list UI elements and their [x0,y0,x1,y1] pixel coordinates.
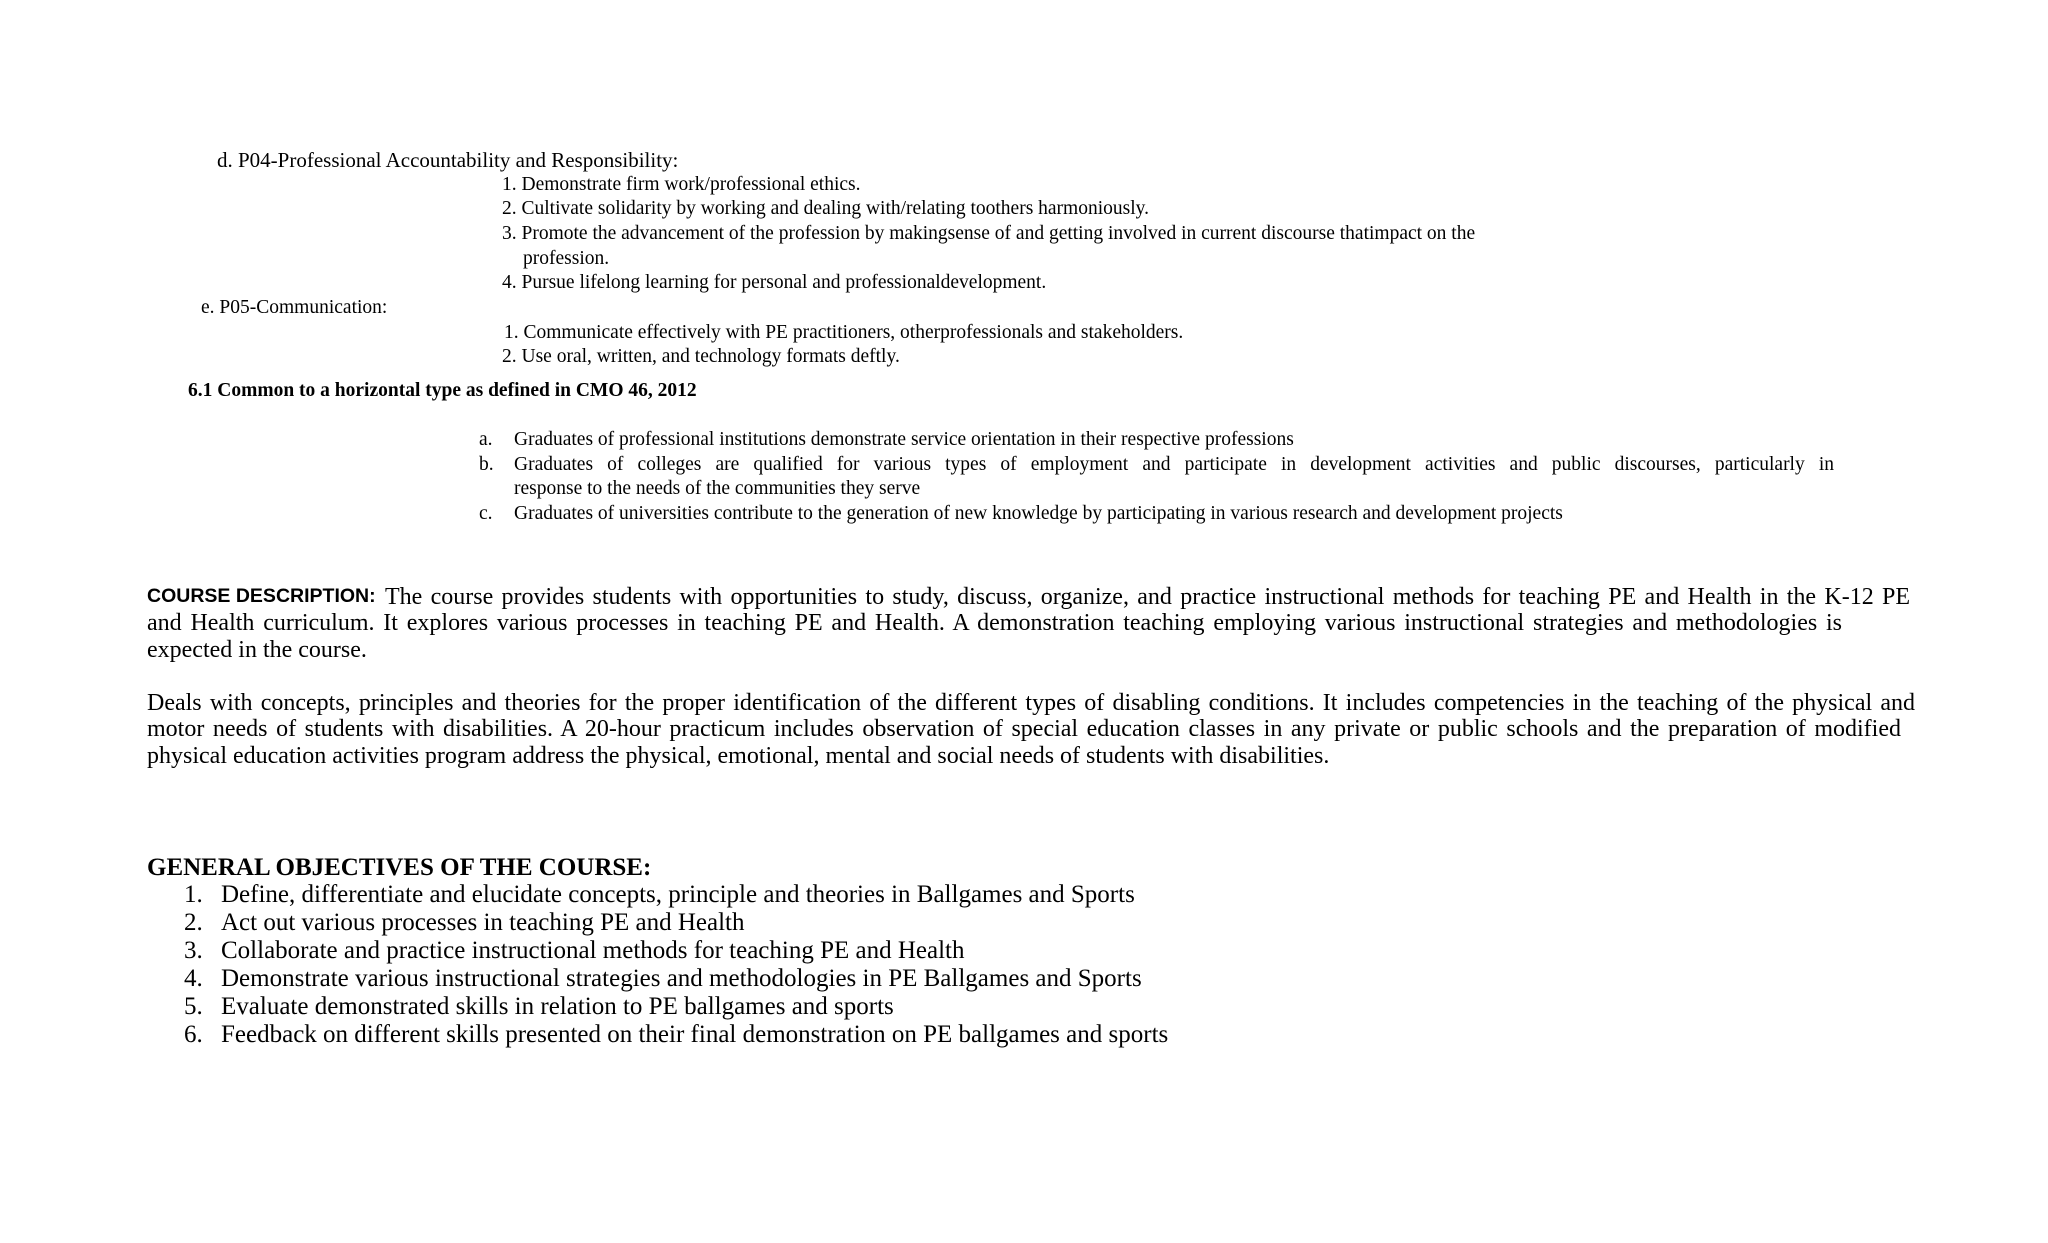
po4-item-4: 4. Pursue lifelong learning for personal and professionaldevelopment. [502,272,1047,293]
objective-5-number: 5. [184,993,203,1020]
objective-3-number: 3. [184,937,203,964]
general-objectives-heading: GENERAL OBJECTIVES OF THE COURSE: [147,854,652,881]
horizontal-item-b: Graduates of colleges are qualified for various types of employment and participate in development activities and public discourses, particularly in [514,454,1834,475]
objective-3: Collaborate and practice instructional methods for teaching PE and Health [221,937,965,964]
horizontal-item-a: Graduates of professional institutions demonstrate service orientation in their respective professions [514,429,1294,450]
po5-item-1: 1. Communicate effectively with PE practitioners, otherprofessionals and stakeholders. [504,322,1184,343]
po4-heading: d. P04-Professional Accountability and Responsibility: [217,148,679,172]
objective-2-number: 2. [184,909,203,936]
objective-2: Act out various processes in teaching PE and Health [221,909,745,936]
objective-6: Feedback on different skills presented on their final demonstration on PE ballgames and sports [221,1021,1169,1048]
horizontal-item-b-marker: b. [479,454,494,475]
course-description-line-2: and Health curriculum. It explores various processes in teaching PE and Health. A demonstration teaching employing various instructional strategies and methodologies is [147,610,1842,636]
course-description-line-3: expected in the course. [147,637,367,663]
objective-6-number: 6. [184,1021,203,1048]
course-description-p2-line-3: physical education activities program address the physical, emotional, mental and social needs of students with disabilities. [147,743,1330,769]
course-description-p2-line-1: Deals with concepts, principles and theories for the proper identification of the different types of disabling conditions. It includes competencies in the teaching of the physical and [147,690,1915,716]
objective-4-number: 4. [184,965,203,992]
course-description-line-1: The course provides students with opportunities to study, discuss, organize, and practice instructional methods for teaching PE and Health in the K-12 PE [385,584,1910,610]
course-description-p2-line-2: motor needs of students with disabilities. A 20-hour practicum includes observation of special education classes in any private or public schools and the preparation of modified [147,716,1901,742]
horizontal-item-c-marker: c. [479,503,493,524]
po4-item-2: 2. Cultivate solidarity by working and dealing with/relating toothers harmoniously. [502,198,1150,219]
po5-item-2: 2. Use oral, written, and technology formats deftly. [502,346,900,367]
po4-item-3: 3. Promote the advancement of the profession by makingsense of and getting involved in current discourse thatimpact on the [502,223,1476,244]
horizontal-heading: 6.1 Common to a horizontal type as defined in CMO 46, 2012 [188,380,697,401]
po5-heading: e. P05-Communication: [201,297,388,318]
objective-1: Define, differentiate and elucidate concepts, principle and theories in Ballgames and Sports [221,881,1135,908]
course-description-label: COURSE DESCRIPTION: [147,585,376,607]
objective-1-number: 1. [184,881,203,908]
objective-5: Evaluate demonstrated skills in relation to PE ballgames and sports [221,993,894,1020]
objective-4: Demonstrate various instructional strategies and methodologies in PE Ballgames and Sports [221,965,1142,992]
horizontal-item-c: Graduates of universities contribute to the generation of new knowledge by participating in various research and development projects [514,503,1563,524]
horizontal-item-b-cont: response to the needs of the communities they serve [514,478,921,499]
po4-item-3-cont: profession. [523,248,610,269]
po4-item-1: 1. Demonstrate firm work/professional ethics. [502,174,861,195]
horizontal-item-a-marker: a. [479,429,493,450]
